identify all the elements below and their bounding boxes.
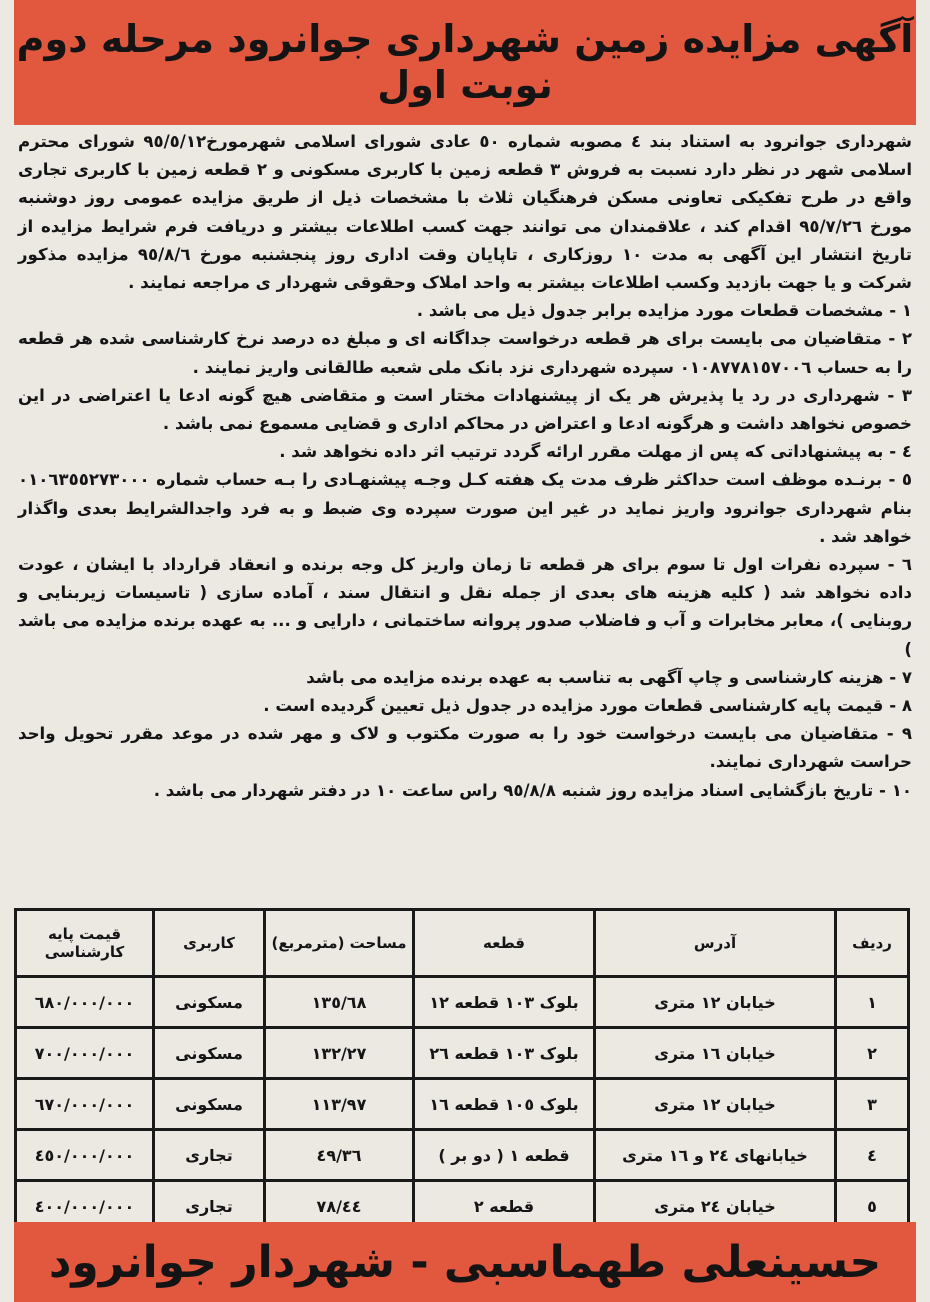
clause-8: ۸ - قیمت پایه کارشناسی قطعات مورد مزایده در جدول ذیل تعیین گردیده است . [263, 696, 912, 716]
header-base-price: قیمت پایه کارشناسی [16, 910, 154, 977]
table-row [16, 1079, 909, 1130]
cell-base-price: ٦۸۰/۰۰۰/۰۰۰ [16, 977, 154, 1028]
parcels-table [14, 908, 910, 1233]
clause-1: ۱ - مشخصات قطعات مورد مزایده برابر جدول ذیل می باشد . [416, 301, 912, 321]
header-row-number: ردیف [836, 910, 909, 977]
announcement-body [18, 128, 912, 805]
cell-parcel: بلوک ۱۰٥ قطعه ۱٦ [414, 1079, 595, 1130]
table-row [16, 977, 909, 1028]
cell-address: خیابان ۱٦ متری [595, 1028, 836, 1079]
cell-row-number: ٤ [836, 1130, 909, 1181]
title-line-1: آگهی مزایده زمین شهرداری جوانرود مرحله دوم [16, 16, 914, 61]
cell-usage: تجاری [154, 1130, 265, 1181]
cell-parcel: قطعه ۲ [414, 1181, 595, 1232]
cell-area: ۱۳۲/۲۷ [265, 1028, 414, 1079]
title-line-2: نوبت اول [377, 62, 553, 107]
cell-base-price: ٤۰۰/۰۰۰/۰۰۰ [16, 1181, 154, 1232]
clause-7: ۷ - هزینه کارشناسی و چاپ آگهی به تناسب به عهده برنده مزایده می باشد [306, 667, 912, 687]
cell-usage: مسکونی [154, 1079, 265, 1130]
cell-address: خیابان ۱۲ متری [595, 977, 836, 1028]
clause-3: ۳ - شهرداری در رد یا پذیرش هر یک از پیشنهادات مختار است و متقاضی هیچ گونه ادعا یا اعتراضی در این خصوص نخواهد داشت و هرگونه ادعا و اعتراض در محاکم اداری و قضایی مسموع نمی باشد . [18, 385, 912, 434]
clause-9: ۹ - متقاضیان می بایست درخواست خود را به صورت مکتوب و لاک و مهر شده در موعد مقرر تحویل واحد حراست شهرداری نمایند. [18, 724, 912, 772]
header-address: آدرس [595, 910, 836, 977]
parcels-table-wrapper [14, 908, 910, 1214]
cell-area: ٤۹/۳٦ [265, 1130, 414, 1181]
mayor-signature-text: حسینعلی طهماسبی - شهردار جوانرود [48, 1236, 882, 1288]
cell-parcel: بلوک ۱۰۳ قطعه ۲٦ [414, 1028, 595, 1079]
header-area: مساحت (مترمربع) [265, 910, 414, 977]
cell-address: خیابانهای ۲٤ و ۱٦ متری [595, 1130, 836, 1181]
intro-paragraph: شهرداری جوانرود به استناد بند ٤ مصوبه شماره ٥٠ عادی شورای اسلامی شهرمورخ۹٥/٥/۱۲ شورای محترم اسلامی شهر در نظر دارد نسبت به فروش ۳ قطعه زمین با کاربری مسکونی و ۲ قطعه زمین با کاربری تجاری واقع در طرح تفکیکی تعاونی مسکن فرهنگیان ثلاث با مشخصات ذیل از طریق مزایده عمومی روز دوشنبه مورخ ۹٥/۷/۲٦ اقدام کند ، علاقمندان می توانند جهت کسب اطلاعات بیشتر و دریافت فرم شرایط مزایده از تاریخ انتشار این آگهی به مدت ۱۰ روزکاری ، تاپایان وقت اداری روز پنجشنبه مورخ ۹٥/۸/٦ مزایده مذکور شرکت و یا جهت بازدید وکسب اطلاعات بیشتر به واحد املاک وحقوقی شهردار ی مراجعه نمایند . [18, 132, 913, 293]
clause-4: ٤ - به پیشنهاداتی که پس از مهلت مقرر ارائه گردد ترتیب اثر داده نخواهد شد . [279, 442, 912, 462]
clause-2: ۲ - متقاضیان می بایست برای هر قطعه درخواست جداگانه ای و مبلغ ده درصد نرخ کارشناسی شده هر قطعه را به حساب ۰۱۰۸۷۷۸۱٥۷۰۰٦ سپرده شهرداری نزد بانک ملی شعبه طالقانی واریز نمایند . [18, 329, 912, 377]
table-header-row [16, 910, 909, 977]
cell-parcel: بلوک ۱۰۳ قطعه ۱۲ [414, 977, 595, 1028]
cell-base-price: ٤٥۰/۰۰۰/۰۰۰ [16, 1130, 154, 1181]
cell-row-number: ۳ [836, 1079, 909, 1130]
cell-base-price: ٦۷۰/۰۰۰/۰۰۰ [16, 1079, 154, 1130]
clause-6: ٦ - سپرده نفرات اول تا سوم برای هر قطعه تا زمان واریز کل وجه برنده و انعقاد قرارداد با ایشان ، عودت داده نخواهد شد ( کلیه هزینه های بعدی از جمله نقل و انتقال سند ، آماده سازی ( تاسیسات زیربنایی و روبنایی )، معابر مخابرات و آب و فاضلاب صدور پروانه ساختمانی ، دارایی و ... به عهده برنده مزایده می باشد ) [18, 555, 912, 659]
cell-base-price: ۷۰۰/۰۰۰/۰۰۰ [16, 1028, 154, 1079]
cell-row-number: ٥ [836, 1181, 909, 1232]
table-row [16, 1028, 909, 1079]
cell-usage: مسکونی [154, 977, 265, 1028]
cell-row-number: ۱ [836, 977, 909, 1028]
cell-usage: مسکونی [154, 1028, 265, 1079]
cell-area: ۱۱۳/۹۷ [265, 1079, 414, 1130]
header-usage: کاربری [154, 910, 265, 977]
cell-usage: تجاری [154, 1181, 265, 1232]
cell-area: ٤٤/۷۸ [265, 1181, 414, 1232]
header-parcel: قطعه [414, 910, 595, 977]
signature-banner [14, 1222, 916, 1302]
cell-address: خیابان ۱۲ متری [595, 1079, 836, 1130]
cell-area: ۱۳٥/٦۸ [265, 977, 414, 1028]
cell-parcel: قطعه ۱ ( دو بر ) [414, 1130, 595, 1181]
cell-address: خیابان ۲٤ متری [595, 1181, 836, 1232]
title-banner [14, 0, 916, 125]
clause-10: ۱۰ - تاریخ بازگشایی اسناد مزایده روز شنبه ۹٥/۸/۸ راس ساعت ۱۰ در دفتر شهردار می باشد . [153, 780, 912, 800]
cell-row-number: ۲ [836, 1028, 909, 1079]
clause-5: ٥ - برنـده موظف است حداکثر ظرف مدت یک هفته کـل وجـه پیشنهـادی را بـه حساب شماره ۰۱۰٦۳٥٥۲۷۳۰۰۰ بنام شهرداری جوانرود واریز نماید در غیر این صورت سپرده وی ضبط و به فرد واجدالشرایط بعدی واگذار خواهد شد . [18, 470, 912, 546]
table-row [16, 1130, 909, 1181]
